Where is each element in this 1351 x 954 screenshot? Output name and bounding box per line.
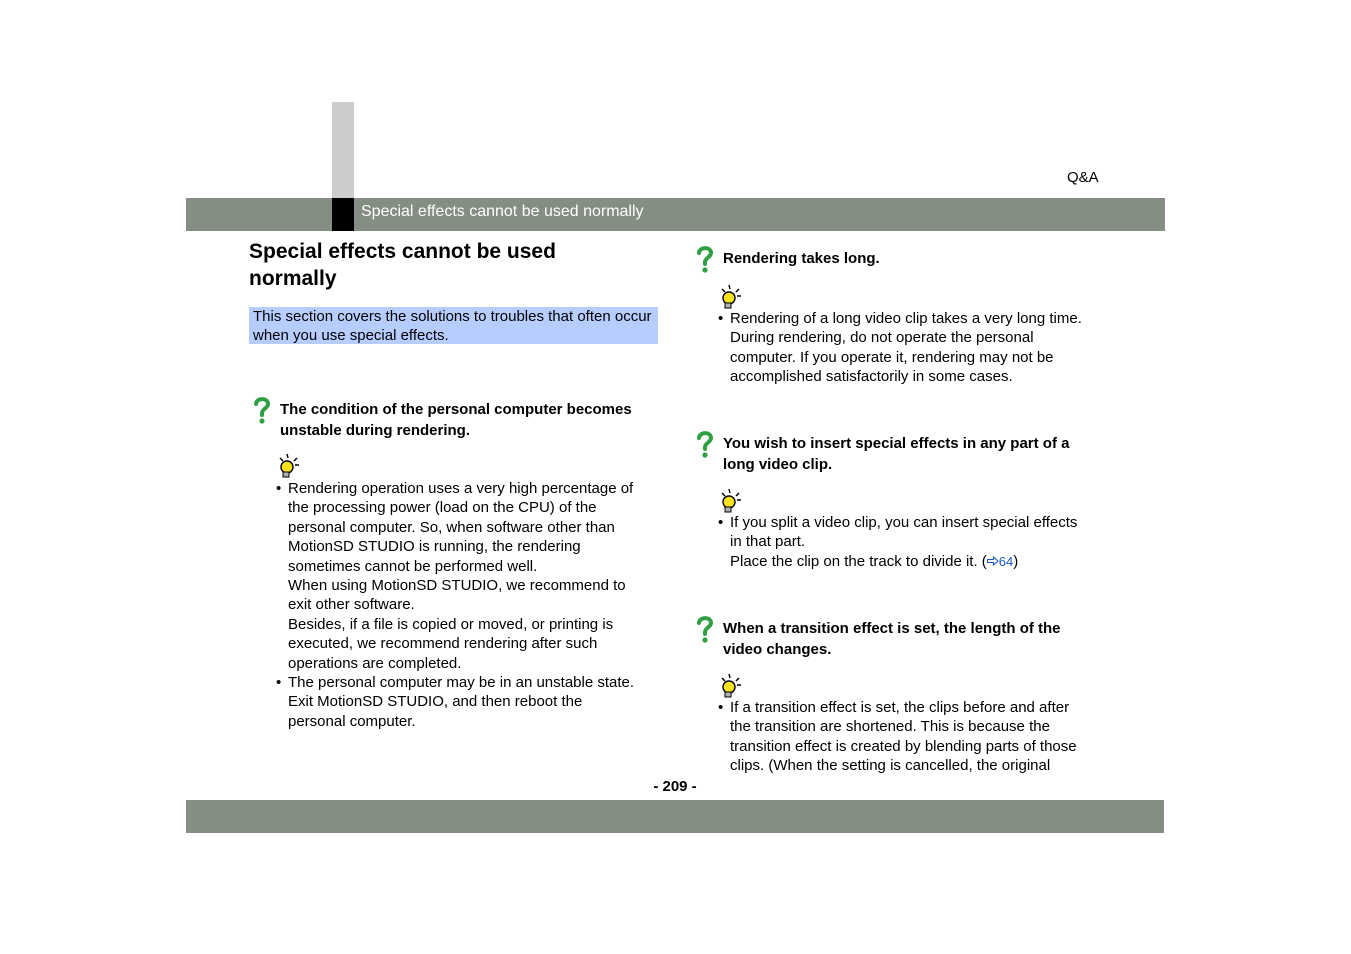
answer-line: clips. (When the setting is cancelled, the original (730, 757, 1051, 775)
answer-item (276, 673, 666, 731)
answer-line: When using MotionSD STUDIO, we recommend to (288, 577, 626, 595)
answer-line: transition effect is created by blending parts of those (730, 737, 1077, 755)
light-bulb-icon (720, 673, 742, 699)
answer-line: the transition are shortened. This is because the (730, 718, 1050, 736)
answer-line: Exit MotionSD STUDIO, and then reboot the (288, 693, 583, 711)
answer-line: • Rendering operation uses a very high percentage of (288, 480, 634, 497)
answer-line: executed, we recommend rendering after such (288, 635, 598, 653)
question-title (723, 248, 1108, 269)
answer-line: exit other software. (288, 596, 415, 614)
answer-line: sometimes cannot be performed well. (288, 557, 538, 575)
answer-line: accomplished satisfactorily in some cases. (730, 368, 1013, 386)
answer-line: MotionSD STUDIO is running, the rendering (288, 538, 581, 556)
question-title-line: unstable during rendering. (280, 422, 471, 439)
question-title (280, 399, 665, 441)
answer-text: ) (1013, 552, 1019, 570)
question-title-line: When a transition effect is set, the length of the (723, 620, 1061, 637)
answer-item (718, 513, 1118, 571)
question-mark-icon (694, 430, 716, 458)
answer-item (718, 309, 1118, 387)
answer-line-with-link (730, 552, 1118, 571)
answer-line: Besides, if a file is copied or moved, or printing is (288, 615, 614, 633)
answer-list (276, 479, 666, 731)
question-title (723, 433, 1113, 475)
answer-line: • If a transition effect is set, the clips before and after (730, 699, 1070, 716)
page-reference-link[interactable] (987, 554, 1013, 569)
question-mark-icon (251, 396, 273, 424)
answer-text: Place the clip on the track to divide it. ( (730, 552, 987, 570)
page-reference-number: 64 (998, 553, 1014, 569)
answer-list (718, 309, 1118, 387)
answer-line: • If you split a video clip, you can insert special effects (730, 514, 1078, 531)
question-title-line: The condition of the personal computer becomes (280, 401, 632, 418)
intro-box: This section covers the solutions to troubles that often occur when you use special effects. (249, 307, 658, 344)
header-bar-title: Special effects cannot be used normally (361, 203, 644, 220)
answer-line: computer. If you operate it, rendering may not be (730, 348, 1054, 366)
light-bulb-icon (720, 284, 742, 310)
question-title-line: You wish to insert special effects in any part of a (723, 435, 1070, 452)
question-title-line: video changes. (723, 641, 832, 658)
question-title-line: long video clip. (723, 456, 833, 473)
question-mark-icon (694, 245, 716, 273)
answer-item (276, 479, 666, 673)
answer-line: • Rendering of a long video clip takes a very long time. (730, 310, 1082, 327)
page-title: Special effects cannot be used normally (249, 240, 556, 290)
light-bulb-icon (278, 453, 300, 479)
answer-line: operations are completed. (288, 654, 462, 672)
section-label: Q&A (1067, 169, 1099, 186)
header-tab-marker (332, 102, 354, 198)
arrow-right-icon (987, 556, 999, 566)
question-title-line: Rendering takes long. (723, 250, 880, 267)
footer-bar (186, 800, 1164, 833)
answer-line: personal computer. (288, 712, 416, 730)
answer-line: in that part. (730, 533, 806, 551)
header-black-marker (332, 198, 354, 231)
page-number: - 209 - (653, 778, 697, 795)
answer-line: • The personal computer may be in an unstable state. (288, 674, 635, 692)
answer-list (718, 513, 1118, 571)
answer-line: personal computer. So, when software other than (288, 518, 615, 536)
question-3 (723, 433, 1113, 475)
question-4 (723, 618, 1113, 660)
light-bulb-icon (720, 488, 742, 514)
question-title (723, 618, 1113, 660)
answer-line: the processing power (load on the CPU) of the (288, 499, 597, 517)
question-2 (723, 248, 1108, 269)
question-1 (280, 399, 665, 441)
answer-list (718, 698, 1118, 776)
question-mark-icon (694, 615, 716, 643)
answer-line: During rendering, do not operate the personal (730, 329, 1034, 347)
answer-item (718, 698, 1118, 776)
